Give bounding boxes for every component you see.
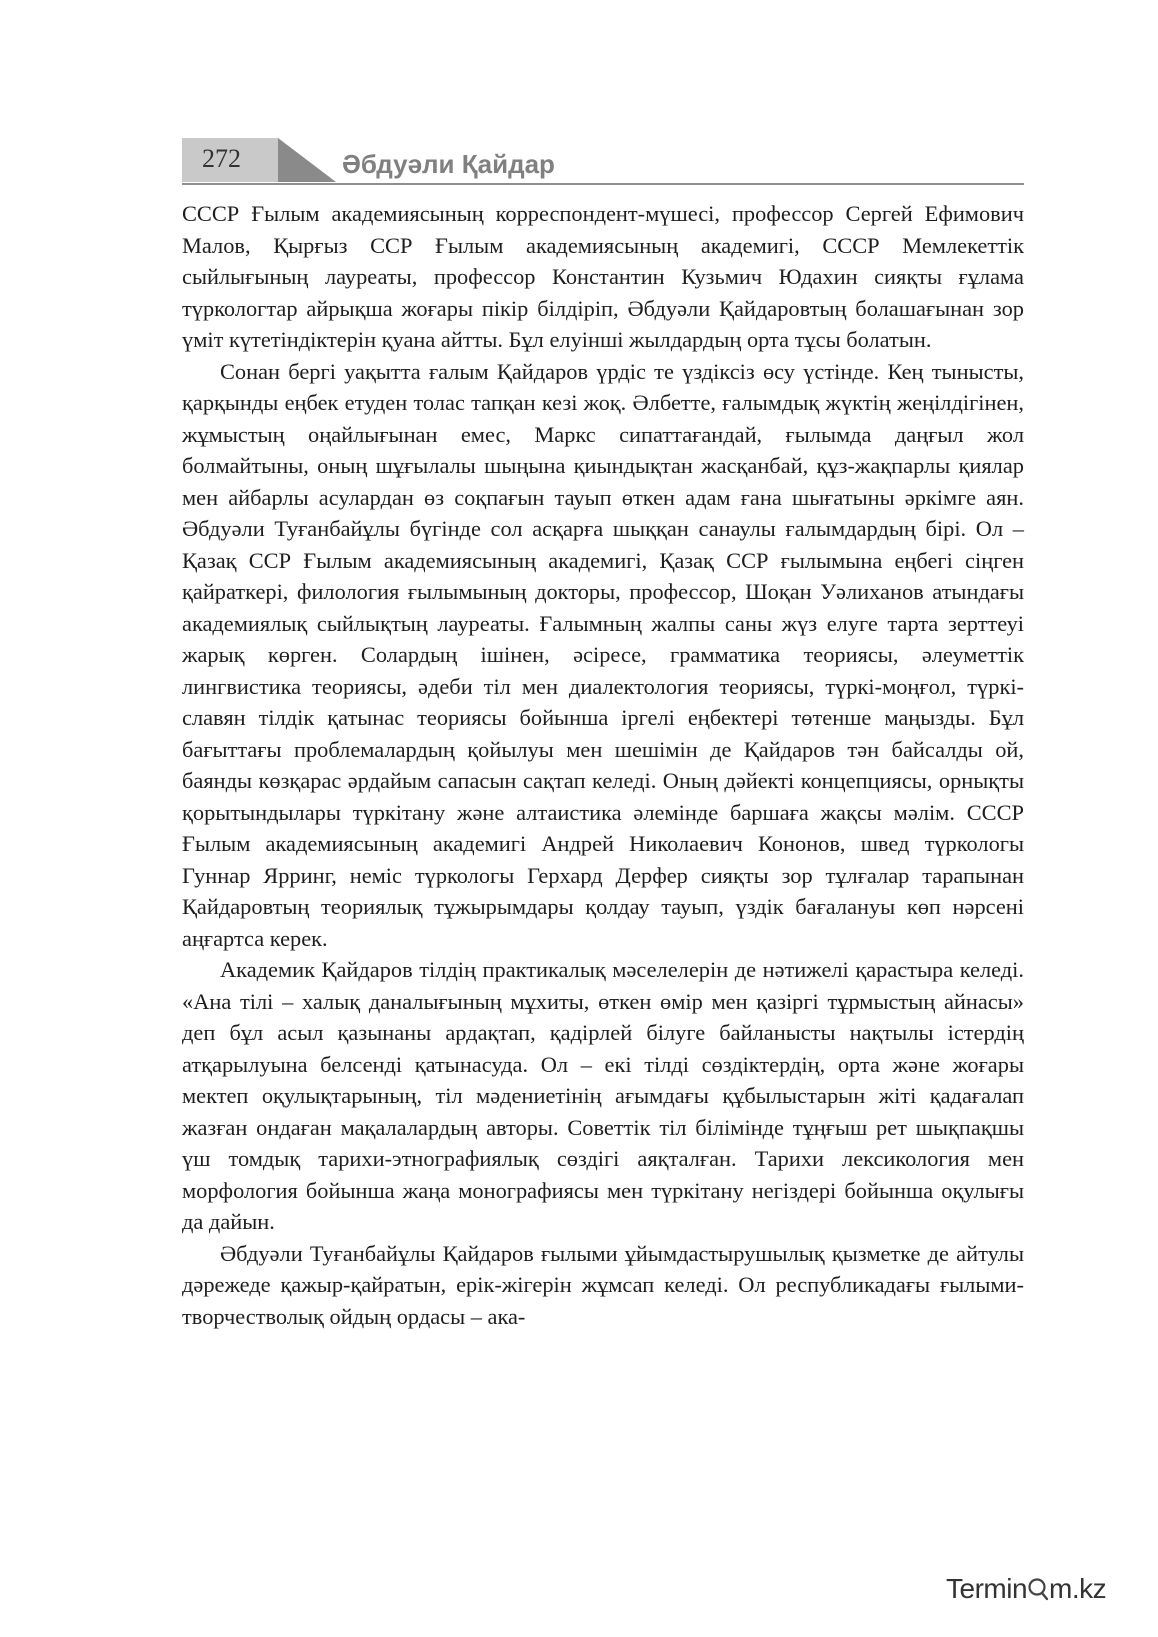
watermark-text-before: Termin bbox=[946, 1573, 1028, 1604]
paragraph-2: Сонан бергі уақытта ғалым Қайдаров үрдіс те үздіксіз өсу үстінде. Кең тынысты, қарқынды еңбек етуден толас тапқан кезі жоқ. Әлбетте, ғалымдық жүктің жеңілдігінен, жұмыстың оңайлығынан емес, Маркс сипаттағандай, ғылымда даңғыл жол болмайтыны, оның шұғылалы шыңына қиындықтан жасқанбай, құз-жақпарлы қиялар мен айбарлы асулардан өз соқпағын тауып өткен адам ғана шығатыны әркімге аян. Әбдуәли Туғанбайұлы бүгінде сол асқарға шыққан санаулы ғалымдардың бірі. Ол – Қазақ ССР Ғылым академиясының академигі, Қазақ ССР ғылымына еңбегі сіңген қайраткері, филология ғылымының докторы, профессор, Шоқан Уәлиханов атындағы академиялық сыйлықтың лауреаты. Ғалымның жалпы саны жүз елуге тарта зерттеуі жарық көрген. Солардың ішінен, әсіресе, грамматика теориясы, әлеуметтік лингвистика теориясы, әдеби тіл мен диалектология теориясы, түркі-моңғол, түркі-славян тілдік қатынас теориясы бойынша іргелі еңбектері төтенше маңызды. Бұл бағыттағы проблемалардың қойылуы мен шешімін де Қайдаров тән байсалды ой, баянды көзқарас әрдайым сапасын сақтап келеді. Оның дәйекті концепциясы, орнықты қорытындылары түркітану және алтаистика әлемінде баршаға жақсы мәлім. СССР Ғылым академиясының академигі Андрей Николаевич Кононов, швед түркологы Гуннар Ярринг, неміс түркологы Герхард Дерфер сияқты зор тұлғалар тарапынан Қайдаровтың теориялық тұжырымдары қолдау тауып, үздік бағалануы көп нәрсені аңғартса керек. bbox=[182, 358, 1024, 951]
page-number: 272 bbox=[202, 144, 241, 173]
page-number-tab bbox=[182, 138, 278, 182]
magnifier-icon bbox=[1027, 1573, 1049, 1604]
header-rule bbox=[182, 183, 1024, 185]
paragraph-4: Әбдуәли Туғанбайұлы Қайдаров ғылыми ұйымдастырушылық қызметке де айтулы дәрежеде қажыр-қайратын, ерік-жігерін жұмсап келеді. Ол республикадағы ғылыми-творчестволық ойдың ордасы – ака- bbox=[182, 1240, 1024, 1329]
watermark-text-after: m.kz bbox=[1049, 1573, 1107, 1604]
running-header bbox=[182, 138, 1024, 186]
paragraph-3: Академик Қайдаров тілдің практикалық мәселелерін де нәтижелі қарастыра келеді. «Ана тілі – халық даналығының мұхиты, өткен өмір мен қазіргі тұрмыстың айнасы» деп бұл асыл қазынаны ардақтап, қадірлей білуге байланысты нақтылы істердің атқарылуына белсенді қатынасуда. Ол – екі тілді сөздіктердің, орта және жоғары мектеп оқулықтарының, тіл мәдениетінің ағымдағы құбылыстарын жіті қадағалап жазған ондаған мақалалардың авторы. Советтік тіл білімінде тұңғыш рет шықпақшы үш томдық тарихи-этнографиялық сөздігі аяқталған. Тарихи лексикология мен морфология бойынша жаңа монографиясы мен түркітану негіздері бойынша оқулығы да дайын. bbox=[182, 957, 1024, 1234]
watermark bbox=[946, 1573, 1106, 1605]
running-title: Әбдуәли Қайдар bbox=[342, 149, 555, 179]
body-text bbox=[182, 198, 1024, 1332]
header-tab-slope bbox=[278, 138, 336, 182]
paragraph-1: СССР Ғылым академиясының корреспондент-мүшесі, профессор Сергей Ефимович Малов, Қырғыз ССР Ғылым академиясының академигі, СССР Мемлекеттік сыйлығының лауреаты, профессор Константин Кузьмич Юдахин сияқты ғұлама түркологтар айрықша жоғары пікір білдіріп, Әбдуәли Қайдаровтың болашағынан зор үміт күтетіндіктерін қуана айтты. Бұл елуінші жылдардың орта тұсы болатын. bbox=[182, 201, 1024, 352]
